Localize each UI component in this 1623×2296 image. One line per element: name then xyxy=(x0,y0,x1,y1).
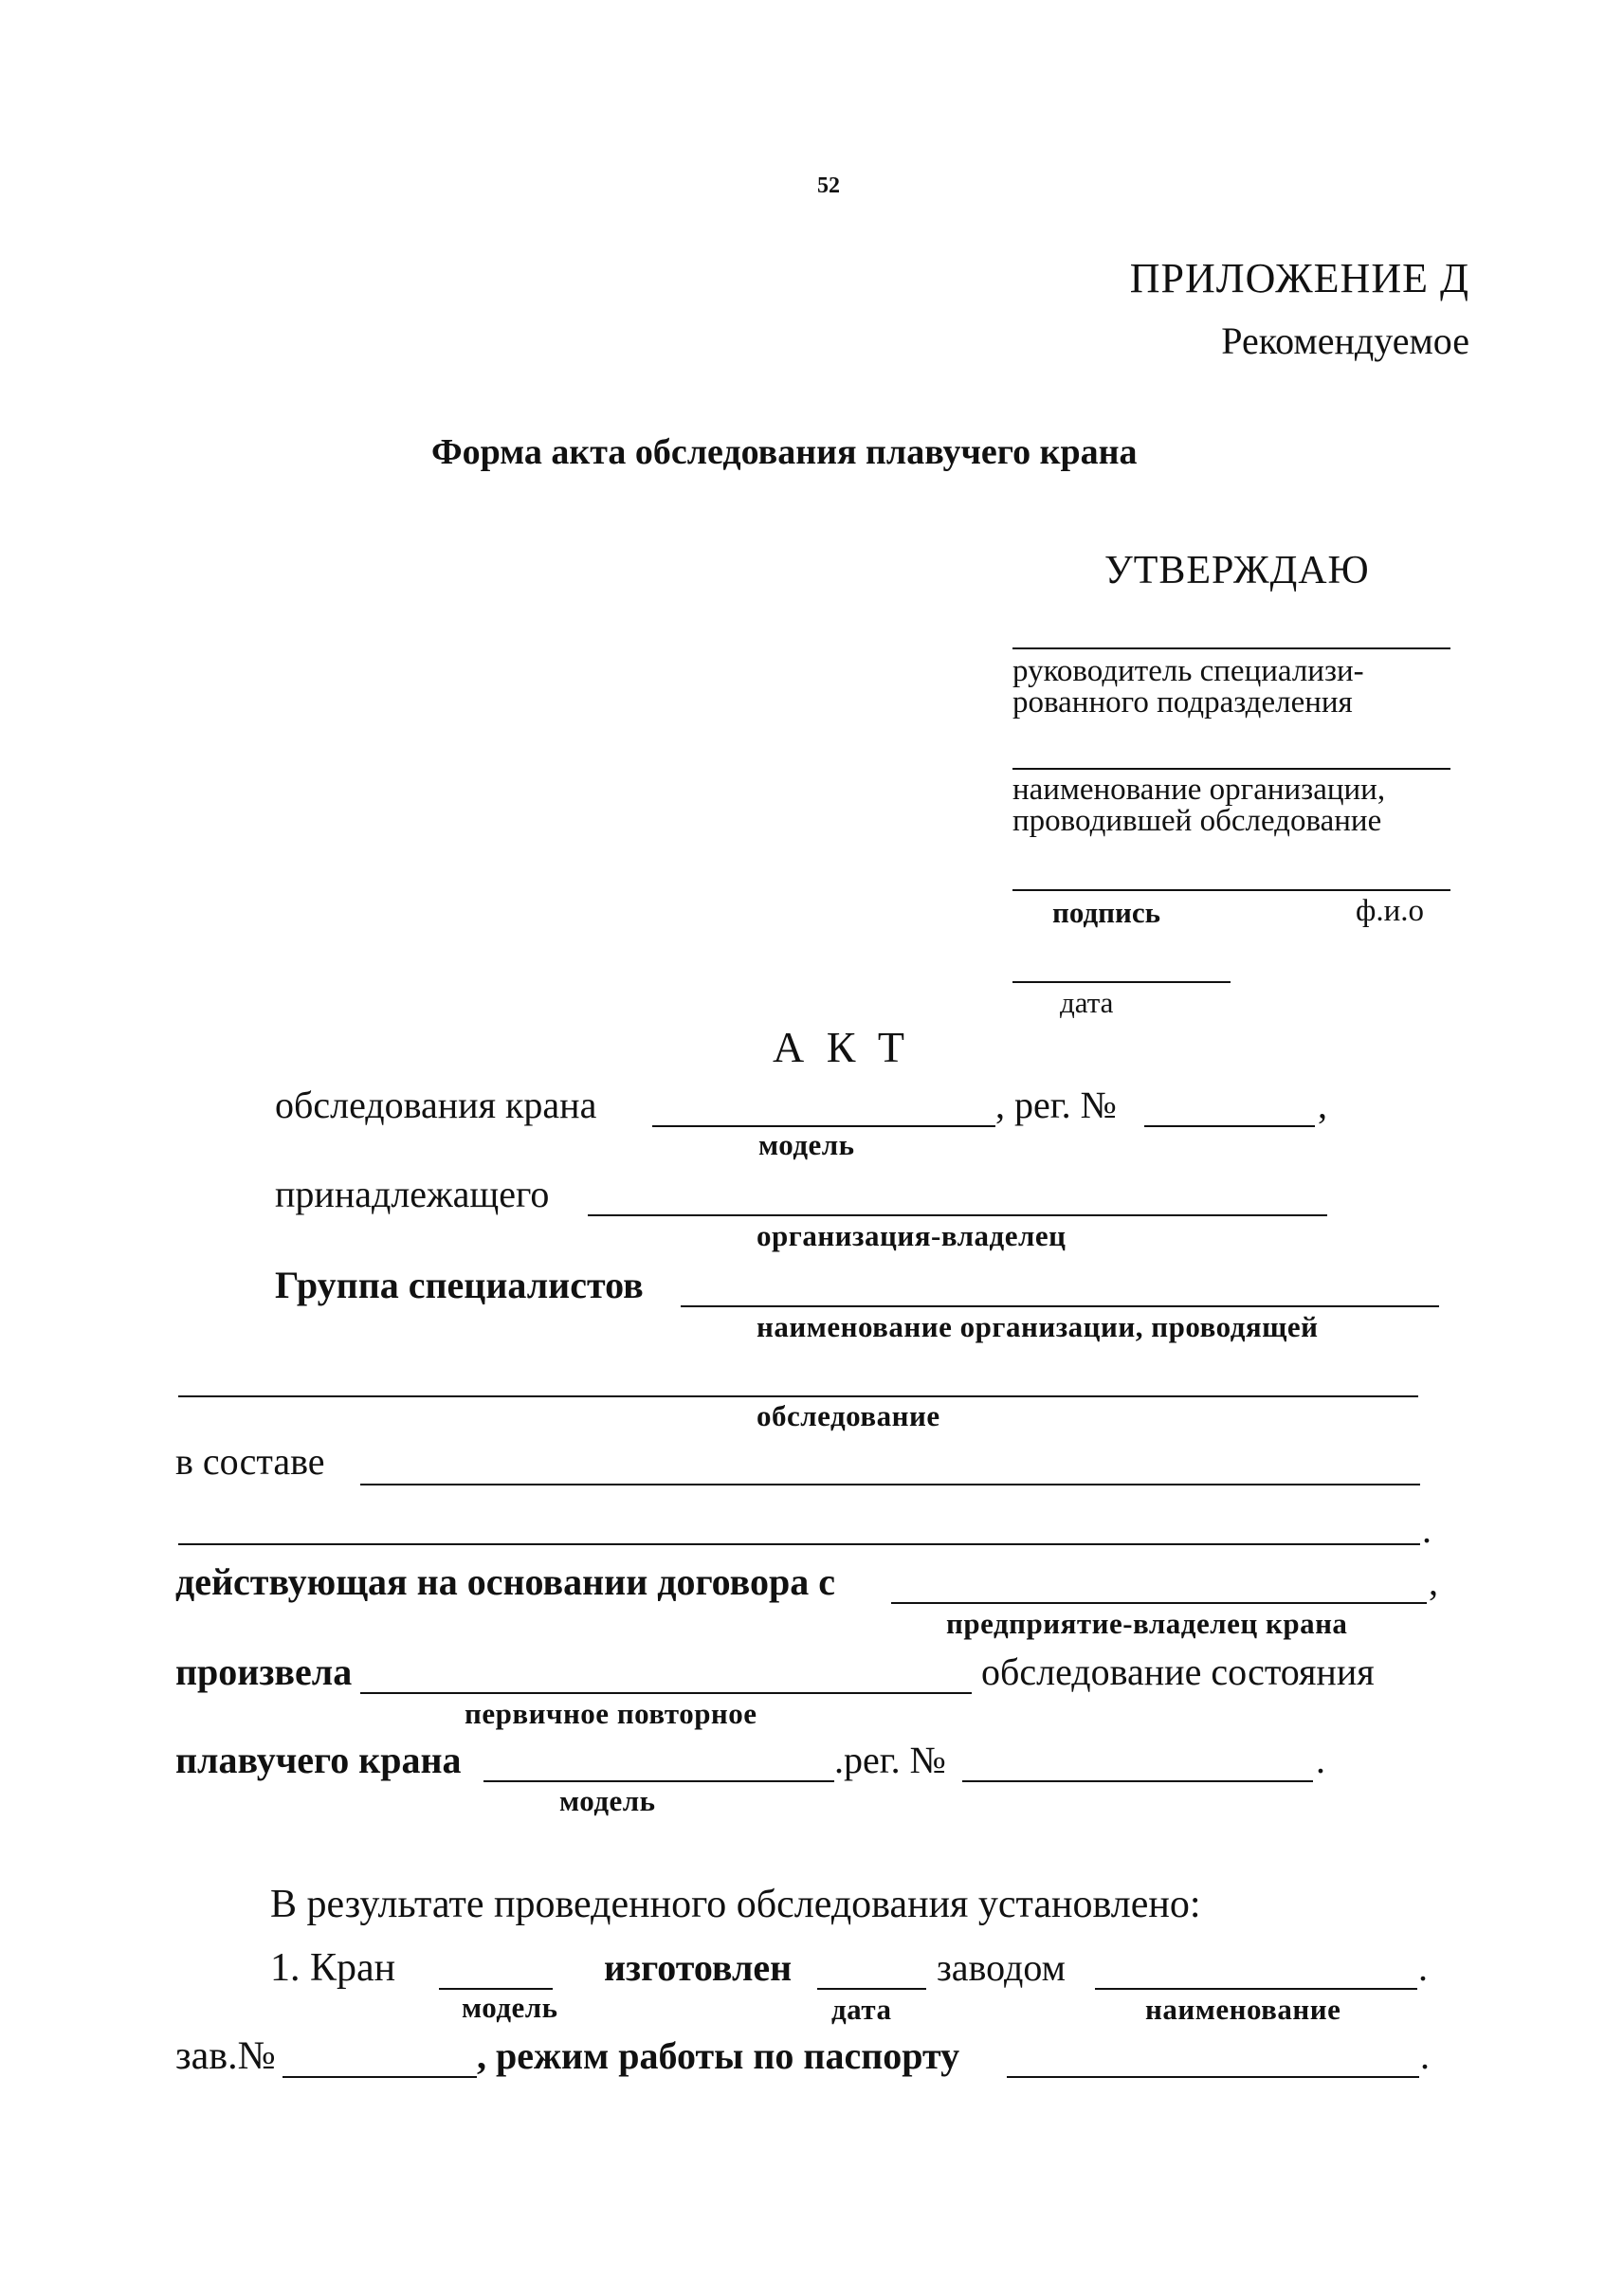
item1-made: изготовлен xyxy=(604,1946,793,1989)
item1-model-line xyxy=(439,1988,553,1990)
approver-line xyxy=(1012,647,1450,649)
specialist-org-line xyxy=(681,1305,1439,1307)
act-row7-text: действующая на основании договора с xyxy=(175,1560,835,1603)
act-row2-caption: организация-владелец xyxy=(757,1219,1067,1252)
serial-number-line xyxy=(283,2076,477,2078)
act-row6-end: . xyxy=(1422,1508,1432,1551)
appendix-title: ПРИЛОЖЕНИЕ Д xyxy=(1129,255,1469,301)
item1-plant: заводом xyxy=(937,1946,1066,1989)
act-heading: А К Т xyxy=(773,1023,910,1071)
signature-label: подпись xyxy=(1052,896,1161,929)
item1-plant-line xyxy=(1095,1988,1417,1990)
act-row7-caption: предприятие-владелец крана xyxy=(946,1607,1348,1640)
specialist-org-line2 xyxy=(178,1395,1418,1397)
approver-role-line2: рованного подразделения xyxy=(1012,685,1353,720)
crane-model-line2 xyxy=(483,1780,834,1782)
act-row9-text: плавучего крана xyxy=(175,1739,462,1781)
item2-end: . xyxy=(1420,2034,1430,2077)
item1-date-line xyxy=(817,1988,926,1990)
act-row2-text: принадлежащего xyxy=(275,1173,550,1215)
date-line xyxy=(1012,981,1231,983)
act-row1-end: , xyxy=(1318,1084,1327,1126)
members-line2 xyxy=(178,1543,1420,1545)
contract-owner-line xyxy=(891,1602,1427,1604)
form-title: Форма акта обследования плавучего крана xyxy=(431,432,1138,472)
page-number: 52 xyxy=(817,173,840,198)
act-row9-reg: .рег. № xyxy=(834,1739,946,1781)
org-line1: наименование организации, xyxy=(1012,773,1386,807)
act-row8-caption: первичное повторное xyxy=(465,1697,757,1730)
owner-line xyxy=(588,1214,1327,1216)
members-line xyxy=(360,1484,1420,1485)
results-intro: В результате проведенного обследования установлено: xyxy=(270,1883,1201,1926)
appendix-status: Рекомендуемое xyxy=(1221,319,1469,362)
act-row9-caption: модель xyxy=(559,1784,656,1817)
act-row8-text: произвела xyxy=(175,1650,353,1693)
act-row8-tail: обследование состояния xyxy=(981,1650,1375,1693)
inspection-type-line xyxy=(360,1692,972,1694)
act-row9-end: . xyxy=(1316,1739,1325,1781)
act-row3-caption: наименование организации, проводящей xyxy=(757,1310,1319,1343)
org-line xyxy=(1012,768,1450,770)
crane-model-line xyxy=(652,1125,995,1127)
item2-mode: , режим работы по паспорту xyxy=(477,2034,960,2077)
act-row1-text: обследования крана xyxy=(275,1084,597,1126)
act-row7-end: , xyxy=(1429,1560,1438,1603)
org-line2: проводившей обследование xyxy=(1012,804,1382,838)
item1-caption-date: дата xyxy=(831,1993,892,2026)
date-label: дата xyxy=(1060,986,1114,1019)
act-row5-text: в составе xyxy=(175,1440,325,1483)
approval-heading: УТВЕРЖДАЮ xyxy=(1104,549,1370,592)
approver-role-line1: руководитель специализи- xyxy=(1012,654,1364,688)
item1-caption-model: модель xyxy=(462,1991,558,2024)
act-row4-caption: обследование xyxy=(757,1399,940,1432)
signature-line xyxy=(1012,889,1450,891)
item2-start: зав.№ xyxy=(175,2034,276,2078)
item1-caption-name: наименование xyxy=(1145,1993,1341,2026)
act-row3-text: Группа специалистов xyxy=(275,1264,644,1306)
name-label: ф.и.о xyxy=(1356,894,1425,928)
act-row1-caption: модель xyxy=(758,1128,855,1161)
item1-start: 1. Кран xyxy=(270,1946,396,1990)
operating-mode-line xyxy=(1007,2076,1419,2078)
crane-reg-line xyxy=(1144,1125,1315,1127)
item1-end: . xyxy=(1418,1946,1428,1989)
act-row1-reg: , рег. № xyxy=(995,1084,1117,1126)
crane-reg-line2 xyxy=(962,1780,1313,1782)
